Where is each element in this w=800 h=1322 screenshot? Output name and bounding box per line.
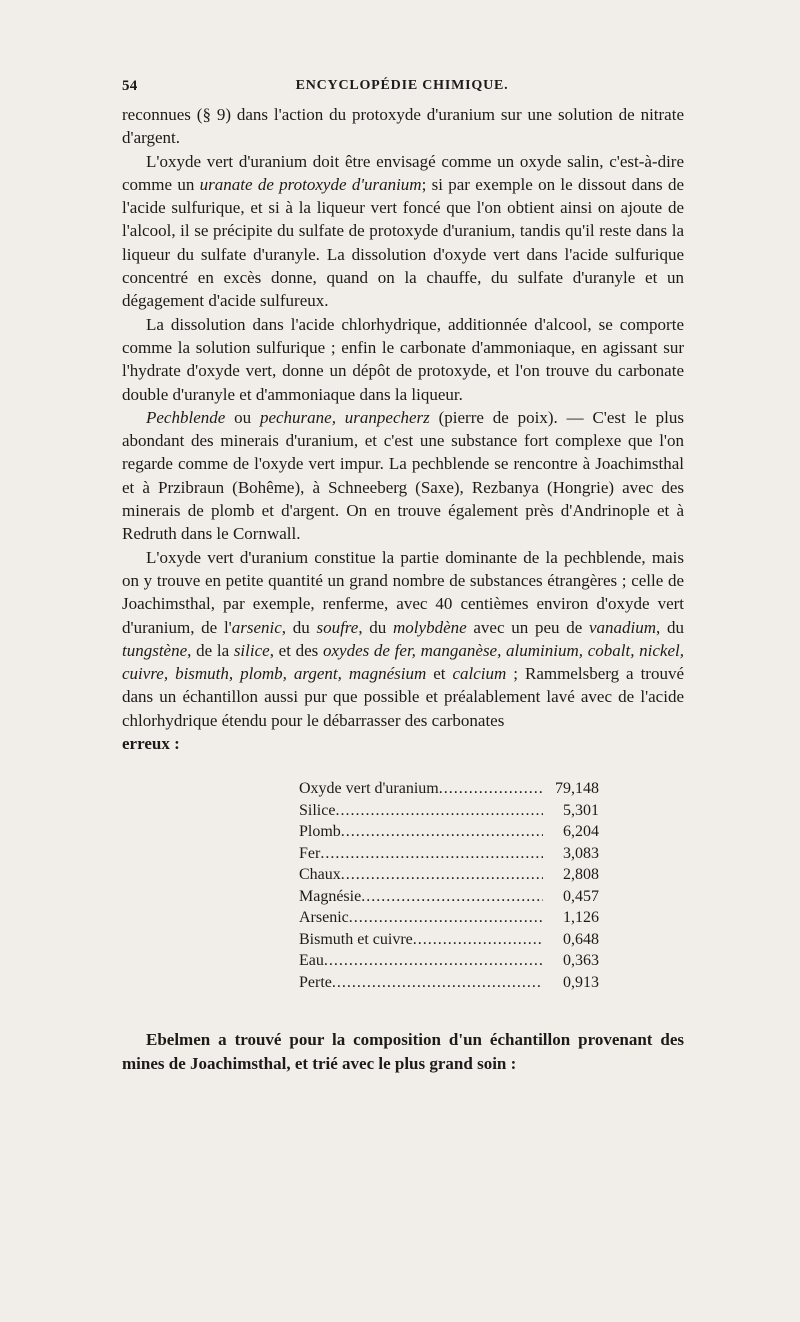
table-row (299, 800, 599, 822)
composition-table (299, 778, 599, 993)
table-row (299, 864, 599, 886)
paragraph-ebelmen: Ebelmen a trouvé pour la composition d'un échantillon provenant des mines de Joachimsthal, et trié avec le plus grand soin : (122, 1030, 684, 1073)
row-label: Perte (299, 973, 332, 991)
row-label: Eau (299, 952, 324, 969)
row-value: 79,148 (555, 780, 599, 797)
row-label: Plomb (299, 823, 341, 840)
row-value: 1,126 (563, 909, 599, 926)
running-title: ENCYCLOPÉDIE CHIMIQUE. (295, 78, 509, 93)
table-row (299, 929, 599, 951)
lead-in-erreux: erreux : (122, 734, 180, 754)
row-label: Fer (299, 844, 321, 862)
term-pechurane: pechurane, uranpecherz (259, 407, 430, 427)
paragraph-continuation: reconnues (§ 9) dans l'action du protoxyde d'uranium sur une solution de nitrate d'argent. (122, 105, 684, 148)
page-number: 54 (122, 78, 138, 94)
paragraph-pechblende: Pechblende ou pechurane, uranpecherz (pierre de poix). — C'est le plus abondant des minerais d'uranium, et c'est une substance fort complexe que l'on regarde comme de l'oxyde vert impur. La pechblende se rencontre à Joachimsthal et à Przibraun (Bohême), à Schneeberg (Saxe), Rezbanya (Hongrie) avec des minerais de plomb et d'argent. On en trouve également près d'Andrinople et à Redruth dans le Cornwall. (122, 407, 684, 544)
row-value: 0,457 (563, 887, 599, 905)
term-pechblende: Pechblende (146, 407, 226, 427)
table-row (299, 886, 599, 908)
body-text (122, 103, 684, 755)
row-label: Arsenic (299, 909, 349, 926)
table-row (299, 821, 599, 843)
table-row (299, 950, 599, 972)
table-row (299, 778, 599, 800)
row-label: Oxyde vert d'uranium (299, 780, 439, 797)
term-uranate: uranate de protoxyde d'uranium (199, 174, 422, 194)
row-value: 0,648 (563, 930, 599, 948)
table-row (299, 972, 599, 994)
paragraph-dissolution: La dissolution dans l'acide chlorhydrique, additionnée d'alcool, se comporte comme la solution sulfurique ; enfin le carbonate d'ammoniaque, en agissant sur l'hydrate d'oxyde vert, donne un dépôt de protoxyde, et l'on trouve du carbonate double d'uranyle et d'ammoniaque dans la liqueur. (122, 314, 684, 404)
table-row (299, 843, 599, 865)
row-label: Bismuth et cuivre (299, 930, 413, 948)
row-value: 5,301 (563, 801, 599, 819)
row-value: 2,808 (563, 866, 599, 883)
row-value: 0,913 (563, 973, 599, 991)
paragraph-composition: L'oxyde vert d'uranium constitue la partie dominante de la pechblende, mais on y trouve en petite quantité un grand nombre de substances étrangères ; celle de Joachimsthal, par exemple, renferme, avec 40 centièmes environ d'oxyde vert d'uranium, de l'arsenic, du soufre, du molybdène avec un peu de vanadium, du tungstène, de la silice, et des oxydes de fer, manganèse, aluminium, cobalt, nickel, cuivre, bismuth, plomb, argent, magnésium et calcium ; Rammelsberg a trouvé dans un échantillon aussi pur que possible et préalablement lavé avec de l'acide chlorhydrique étendu pour le débarrasser des carbonates erreux : (122, 547, 685, 754)
paragraph-oxyde-vert: L'oxyde vert d'uranium doit être envisagé comme un oxyde salin, c'est-à-dire comme un uranate de protoxyde d'uranium; si par exemple on le dissout dans de l'acide sulfurique, et si à la liqueur vert foncé que l'on obtient ainsi on ajoute de l'alcool, il se précipite du sulfate de protoxyde d'uranium, tandis qu'il reste dans la liqueur du sulfate d'uranyle. La dissolution d'oxyde vert dans l'acide sulfurique concentré en excès donne, quand on la chauffe, du sulfate d'uranyle et un dégagement d'acide sulfureux. (122, 151, 684, 311)
row-label: Chaux (299, 866, 341, 883)
row-label: Magnésie (299, 887, 362, 905)
page-header (122, 78, 682, 100)
row-label: Silice (299, 801, 336, 819)
table-row (299, 907, 599, 929)
row-value: 3,083 (563, 844, 599, 862)
row-value: 0,363 (563, 952, 599, 969)
closing-text (122, 1028, 684, 1075)
row-value: 6,204 (563, 823, 599, 840)
